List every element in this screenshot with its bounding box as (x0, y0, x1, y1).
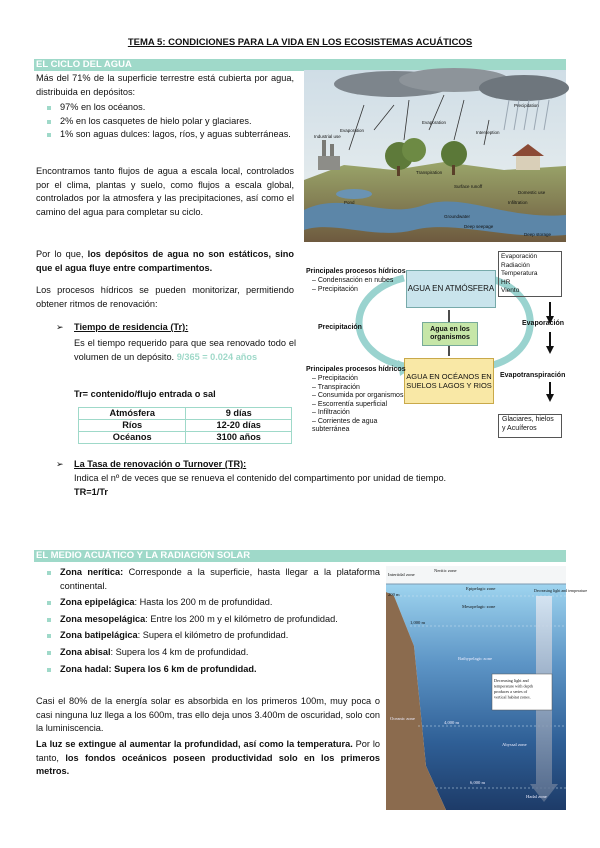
table-cell: Atmósfera (79, 408, 186, 420)
zone-name: Zona abisal (60, 646, 111, 657)
turnover-desc: Indica el nº de veces que se renueva el contenido del compartimento por unidad de tiempo. (74, 473, 447, 483)
cycle-label: Transpiration (416, 170, 443, 175)
organisms-box: Agua en los organismos (422, 322, 478, 346)
table-cell: 9 días (186, 408, 292, 420)
ocean-label: 4,000 m (444, 720, 460, 725)
table-row (79, 420, 292, 432)
ocean-label: Mesopelagic zone (462, 604, 496, 609)
zone-desc: : Entre los 200 m y el kilómetro de profundidad. (145, 613, 338, 624)
list-item (36, 629, 380, 643)
page-title: TEMA 5: CONDICIONES PARA LA VIDA EN LOS ECOSISTEMAS ACUÁTICOS (127, 37, 473, 48)
text-bold: los fondos oceánicos poseen productividad solo en los primeros metros. (36, 752, 380, 777)
evapotranspiration-label: Evapotranspiración (500, 372, 566, 379)
residence-example: 9/365 = 0.024 años (176, 351, 258, 362)
atmosphere-box: AGUA EN ATMÓSFERA (406, 270, 496, 308)
lower-process-list (312, 375, 412, 435)
note-line: temperature with depth (494, 683, 533, 689)
upper-process-item: – Condensación en nubes (312, 277, 394, 284)
evaporation-factors-box (498, 251, 562, 297)
table-cell: 12-20 días (186, 420, 292, 432)
arrow-bullet-icon: ➢ (56, 322, 64, 332)
ocean-label: Hadal zone (526, 794, 547, 799)
list-item (36, 596, 380, 610)
ocean-label: Decreasing light and temperature (534, 588, 588, 593)
hydrological-diagram (304, 248, 566, 444)
process-text: Consumida por organismos (317, 392, 404, 399)
process-text: Corrientes de agua subterránea (312, 417, 378, 433)
ocean-label: Bathypelagic zone (458, 656, 493, 661)
factor-item: Radiación (501, 261, 530, 269)
cycle-label: Deep storage (524, 232, 552, 237)
process-item: – Corrientes de agua subterránea (312, 417, 378, 433)
factor-item: Temperatura (501, 270, 538, 277)
list-item (36, 663, 380, 677)
zone-desc: Corresponde a la superficie, hasta llegar a la plataforma continental. (60, 567, 380, 591)
list-item: 2% en los casquetes de hielo polar y glaciares. (36, 115, 294, 129)
text-run: Es el tiempo requerido para que sea renovado todo el volumen de un depósito. (74, 338, 296, 362)
note-line: vertical habitat zones. (494, 694, 531, 700)
cycle-label: Precipitation (514, 103, 539, 108)
text-bold: los depósitos de agua no son estáticos, sino que el agua fluye entre compartimentos. (36, 249, 294, 273)
cycle-label: Interception (476, 130, 500, 135)
factor-item: HR (501, 278, 511, 286)
ocean-label: Abyssal zone (502, 742, 527, 747)
ocean-label: Neritic zone (434, 568, 457, 573)
text-bold: La luz se extingue al aumentar la profundidad, así como la temperatura. (36, 739, 353, 749)
process-item: – Infiltración (312, 409, 350, 416)
ocean-label: Intertidal zone (388, 572, 415, 577)
turnover-heading (56, 458, 474, 472)
process-item: – Escorrentía superficial (312, 400, 388, 408)
turnover-formula: TR=1/Tr (74, 487, 108, 497)
ocean-zones-illustration (386, 566, 588, 810)
turnover-label: La Tasa de renovación o Turnover (TR): (74, 459, 247, 469)
list-item (36, 646, 380, 660)
table-cell: Ríos (79, 420, 186, 432)
process-text: Transpiración (317, 383, 360, 391)
solar-energy-paragraph: Casi el 80% de la energía solar es absorbida en los primeros 100m, muy poca o casi ninguna luz llega a los 600m, tras ello deja unos 3.400m de oscuridad, solo con la luminiscencia. (36, 696, 380, 734)
factor-item: Evaporación (501, 253, 538, 260)
factor-item: Viento (501, 287, 520, 294)
residence-formula: Tr= contenido/flujo entrada o sal (74, 389, 216, 399)
table-row (79, 432, 292, 444)
zone-desc: : Supera los 6 km de profundidad. (108, 663, 257, 674)
process-text: Infiltración (317, 409, 350, 416)
process-item: – Consumida por organismos (312, 392, 404, 399)
process-text: Condensación en nubes (317, 277, 394, 284)
residence-label: Tiempo de residencia (Tr): (74, 322, 189, 332)
process-text: Escorrentía superficial (317, 400, 388, 408)
glaciers-box: Glaciares, hielos y Acuíferos (498, 414, 562, 438)
ocean-label: Oceanic zone (390, 716, 415, 721)
deposits-list (36, 101, 294, 142)
ocean-label: 200 m (388, 592, 400, 597)
list-item (36, 613, 380, 627)
residence-desc (74, 337, 296, 364)
cycle-label: Pond (344, 200, 355, 205)
ocean-label: 1,000 m (410, 620, 426, 625)
deposits-flow-paragraph (36, 248, 294, 275)
text-run: Por lo que, (36, 249, 88, 259)
list-item: 97% en los océanos. (36, 101, 294, 115)
process-item: – Transpiración (312, 383, 360, 391)
note-line: produces a series of (494, 689, 528, 694)
table-cell: 3100 años (186, 432, 292, 444)
text-run: Por lo tanto, (36, 739, 380, 763)
flows-paragraph: Encontramos tanto flujos de agua a escala local, controlados por el clima, plantas y suelo, como flujos a escala global, controlados por la atmosfera y las precipitaciones, así como el camino del agua para completar su ciclo. (36, 166, 294, 217)
section-heading-aquatic-medium: EL MEDIO ACUÁTICO Y LA RADIACIÓN SOLAR (34, 550, 566, 562)
table-row (79, 408, 292, 420)
processes-title-upper: Principales procesos hídricos (306, 268, 406, 275)
precipitation-label: Precipitación (318, 324, 362, 331)
ocean-zones-image (386, 566, 588, 810)
process-text: Precipitación (317, 286, 358, 293)
cycle-label: Groundwater (444, 214, 471, 219)
zone-name: Zona batipelágica (60, 630, 138, 641)
process-text: Precipitación (317, 375, 358, 382)
process-item: – Precipitación (312, 375, 358, 382)
processes-title-lower: Principales procesos hídricos (306, 366, 406, 373)
note-line: Decreasing light and (494, 678, 529, 683)
zone-desc: : Hasta los 200 m de profundidad. (134, 597, 273, 608)
water-cycle-illustration (304, 70, 566, 242)
list-item (36, 566, 380, 593)
ocean-label: 6,000 m (470, 780, 486, 785)
section-heading-water-cycle: EL CICLO DEL AGUA (34, 59, 566, 71)
oceans-box: AGUA EN OCÉANOS EN SUELOS LAGOS Y RIOS (404, 358, 494, 404)
evaporation-label: Evaporación (522, 320, 565, 327)
water-cycle-image (304, 70, 566, 242)
arrow-bullet-icon: ➢ (56, 459, 64, 469)
cycle-label: Surface runoff (454, 184, 483, 189)
zones-list (36, 566, 380, 676)
cycle-label: Evaporation (340, 128, 365, 133)
cycle-label: Domestic use (518, 190, 546, 195)
zone-name: Zona hadal (60, 663, 109, 674)
cycle-label: Industrial use (314, 134, 341, 139)
table-cell: Océanos (79, 432, 186, 444)
list-item: 1% son aguas dulces: lagos, ríos, y aguas subterráneas. (36, 128, 294, 142)
cycle-label: Deep seepage (464, 224, 494, 229)
cycle-label: Infiltration (508, 200, 528, 205)
upper-process-item: – Precipitación (312, 286, 358, 293)
zone-desc: : Supera los 4 km de profundidad. (110, 646, 249, 657)
ocean-label: Epipelagic zone (466, 586, 496, 591)
zone-desc: : Supera el kilómetro de profundidad. (137, 630, 289, 641)
zone-name: Zona mesopelágica (60, 613, 146, 624)
cycle-label: Evaporation (422, 120, 447, 125)
residence-heading (56, 321, 294, 335)
residence-table (78, 407, 292, 444)
zone-name: Zona nerítica: (60, 567, 124, 577)
light-extinction-paragraph (36, 738, 380, 779)
zone-name: Zona epipelágica (60, 597, 135, 608)
intro-paragraph: Más del 71% de la superficie terrestre está cubierta por agua, distribuida en depósitos: (36, 73, 294, 97)
monitor-paragraph: Los procesos hídricos se pueden monitorizar, permitiendo obtener ritmos de renovación: (36, 285, 294, 309)
